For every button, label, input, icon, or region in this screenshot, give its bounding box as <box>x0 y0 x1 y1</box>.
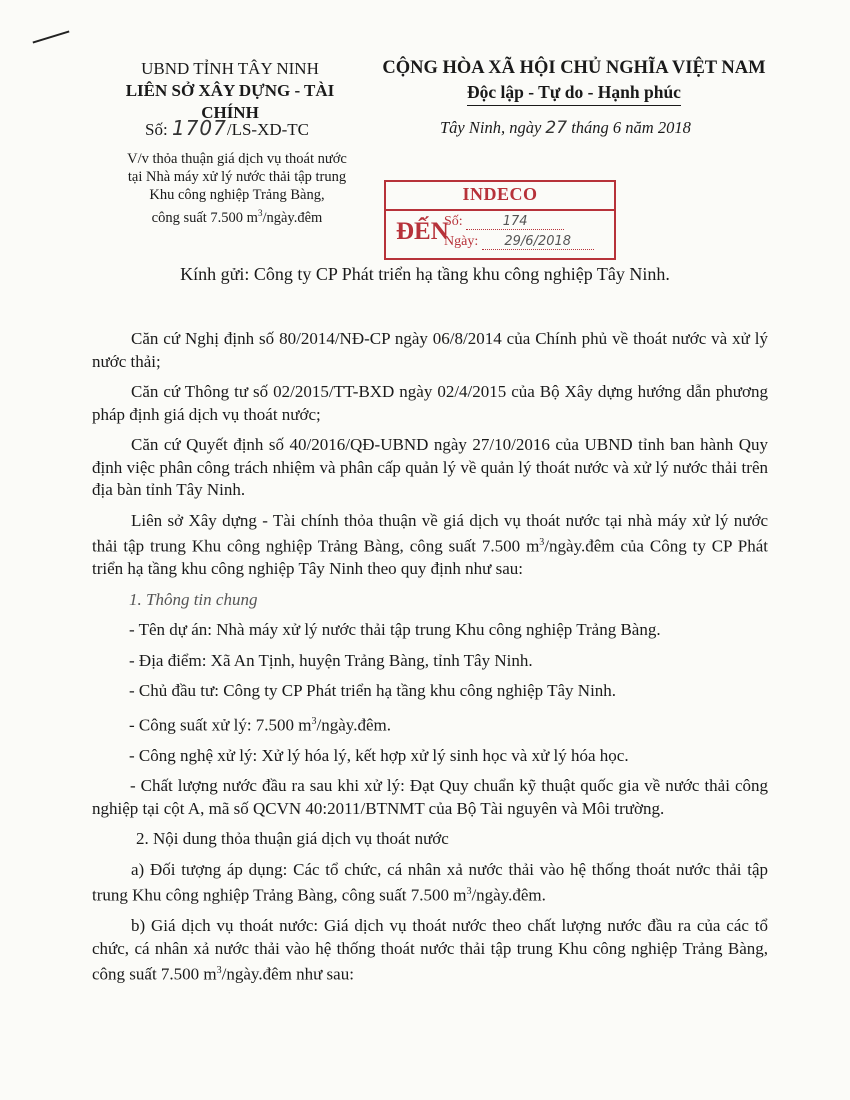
legal-basis-1: Căn cứ Nghị định số 80/2014/NĐ-CP ngày 06/8/2014 của Chính phủ về thoát nước và xử lý nước thải; <box>92 329 768 371</box>
subject-line-2: tại Nhà máy xử lý nước thải tập trung <box>127 169 347 185</box>
issuer-header <box>95 58 365 124</box>
section-2-title: 2. Nội dung thỏa thuận giá dịch vụ thoát nước <box>136 829 449 849</box>
place-date-after: tháng 6 năm 2018 <box>571 118 691 137</box>
national-header <box>378 56 770 106</box>
stamp-number-row: Số: 174 <box>444 214 564 230</box>
recipient: Kính gửi: Công ty CP Phát triển hạ tầng khu công nghiệp Tây Ninh. <box>180 264 670 284</box>
info-item-investor: - Chủ đầu tư: Công ty CP Phát triển hạ tầng khu công nghiệp Tây Ninh. <box>129 681 617 701</box>
subject-line <box>108 150 366 227</box>
legal-basis-3: Căn cứ Quyết định số 40/2016/QĐ-UBND ngày 27/10/2016 của UBND tỉnh ban hành Quy định việc phân công trách nhiệm và phân cấp quản lý về quản lý thoát nước và xử lý nước thải trên địa bàn tỉnh Tây Ninh. <box>92 435 768 499</box>
stamp-number: 174 <box>466 214 564 230</box>
subject-line-3: Khu công nghiệp Trảng Bàng, <box>149 187 325 203</box>
nation-motto: Độc lập - Tự do - Hạnh phúc <box>467 80 681 106</box>
document-number <box>145 116 309 140</box>
document-body <box>92 328 768 995</box>
agency-name: UBND TỈNH TÂY NINH <box>141 59 319 78</box>
place-date-before: Tây Ninh, ngày <box>440 118 542 137</box>
subject-line-1: V/v thỏa thuận giá dịch vụ thoát nước <box>127 151 347 167</box>
info-item-capacity: - Công suất xử lý: 7.500 $m^3/ngày.đêm$. <box>129 715 391 735</box>
legal-basis-2: Căn cứ Thông tư số 02/2015/TT-BXD ngày 02/4/2015 của Bộ Xây dựng hướng dẫn phương pháp định giá dịch vụ thoát nước; <box>92 382 768 424</box>
doc-number-handwritten: 1707 <box>171 116 227 140</box>
info-item-project: - Tên dự án: Nhà máy xử lý nước thải tập trung Khu công nghiệp Trảng Bàng. <box>129 620 661 640</box>
stamp-date-row: Ngày: 29/6/2018 <box>444 234 594 250</box>
stamp-label: ĐẾN <box>396 218 449 245</box>
incoming-stamp <box>384 180 616 260</box>
section-2-b: b) Giá dịch vụ thoát nước: Giá dịch vụ thoát nước theo chất lượng nước đầu ra của các tổ chức, cá nhân xả nước thải vào hệ thống thoát nước thải tập trung Khu công nghiệp Trảng Bàng, công suất 7.500 $m^3/ngày.đêm$ như sau: <box>92 916 768 985</box>
stamp-company: INDECO <box>462 184 538 204</box>
intro-paragraph: Liên sở Xây dựng - Tài chính thỏa thuận về giá dịch vụ thoát nước tại nhà máy xử lý nước thải tập trung Khu công nghiệp Trảng Bàng, công suất 7.500 $m^3/ngày.đêm$ của Công ty CP Phát triển hạ tầng khu công nghiệp Tây Ninh theo quy định như sau: <box>92 510 768 579</box>
department-name: LIÊN SỞ XÂY DỰNG - TÀI CHÍNH <box>125 81 335 122</box>
pen-mark <box>33 30 70 43</box>
place-date <box>440 118 691 138</box>
info-item-location: - Địa điểm: Xã An Tịnh, huyện Trảng Bàng, tỉnh Tây Ninh. <box>129 650 533 670</box>
stamp-divider <box>386 209 614 211</box>
section-1-title: 1. Thông tin chung <box>129 589 258 609</box>
info-item-technology: - Công nghệ xử lý: Xử lý hóa lý, kết hợp xử lý sinh học và xử lý hóa học. <box>129 745 629 765</box>
subject-line-4: công suất 7.500 $m^3/ngày.đêm$ <box>151 208 323 226</box>
info-item-quality: - Chất lượng nước đầu ra sau khi xử lý: Đạt Quy chuẩn kỹ thuật quốc gia về nước thải công nghiệp tại cột A, mã số QCVN 40:2011/BTNMT của Bộ Tài nguyên và Môi trường. <box>92 776 768 818</box>
place-date-day: 27 <box>545 118 568 138</box>
doc-number-suffix: /LS-XD-TC <box>226 120 310 139</box>
nation-title: CỘNG HÒA XÃ HỘI CHỦ NGHĨA VIỆT NAM <box>382 58 766 78</box>
doc-number-prefix: Số: <box>145 120 168 139</box>
section-2-a: a) Đối tượng áp dụng: Các tổ chức, cá nhân xả nước thải vào hệ thống thoát nước thải tập trung Khu công nghiệp Trảng Bàng, công suất 7.500 $m^3/ngày.đêm$. <box>92 859 768 905</box>
stamp-date: 29/6/2018 <box>482 234 594 250</box>
